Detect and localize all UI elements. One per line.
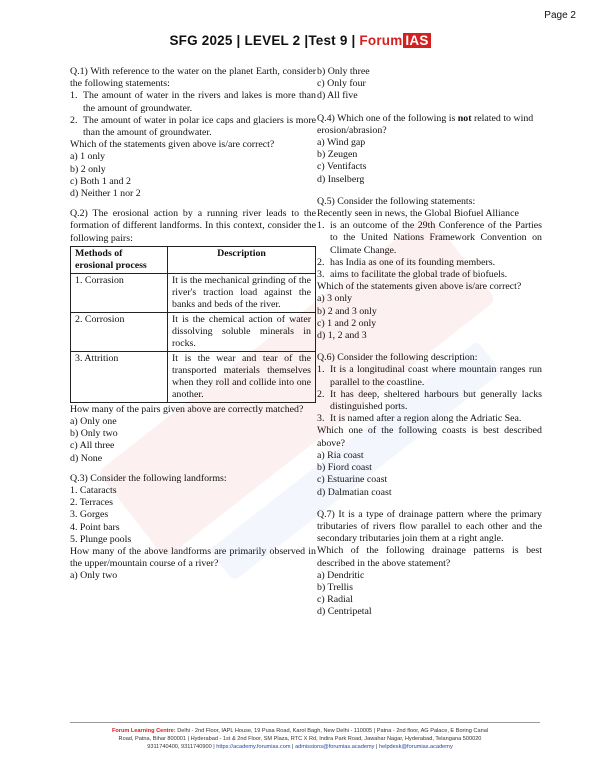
q1-question: Which of the statements given above is/are correct? <box>70 139 275 151</box>
option[interactable]: c) Estuarine coast <box>317 474 388 486</box>
question-5 <box>317 196 542 342</box>
q5-statements <box>317 220 542 281</box>
page-footer: Forum Learning Centre: Delhi - 2nd Floor, IAPL House, 19 Pusa Road, Karol Bagh, New Delhi - 110005 | Patna - 2nd floor, AG Palace, E Boring Canal Road, Patna, Bihar 800001 | Hyderabad - 1st & 2nd Floor, SM Plaza, RTC X Rd, Indira Park Road, Jawahar Nagar, Hyderabad, Telangana 500020 9311740400, 9311740900 | https://academy.forumias.com | admissions@forumias.academy | helpdesk@forumias.academy <box>0 727 600 751</box>
test-title: SFG 2025 | LEVEL 2 |Test 9 | <box>169 33 356 48</box>
statement: 1. is an outcome of the 29th Conference of the Parties to the United Nations Framework Convention on Climate Change. <box>317 220 542 256</box>
option[interactable]: b) Trellis <box>317 581 353 593</box>
option[interactable]: c) All three <box>70 440 115 452</box>
q5-question: Which of the statements given above is/are correct? <box>317 281 522 293</box>
q4-stem: Q.4) Which one of the following is not related to wind erosion/abrasion? <box>317 112 534 136</box>
page-header <box>0 33 600 48</box>
q1-statements <box>70 90 316 139</box>
page-number: Page 2 <box>544 10 576 21</box>
option[interactable]: c) Radial <box>317 594 353 606</box>
option[interactable]: a) Only one <box>70 416 117 428</box>
option[interactable]: a) 1 only <box>70 151 106 163</box>
option[interactable]: b) Zeugen <box>317 149 358 161</box>
q6-question: Which one of the following coasts is best described above? <box>317 425 542 449</box>
option[interactable]: a) 3 only <box>317 293 353 305</box>
statement: 3. aims to facilitate the global trade of biofuels. <box>317 269 508 281</box>
footer-address-2: Road, Patna, Bihar 800001 | Hyderabad - 1st & 2nd Floor, SM Plaza, RTC X Rd, Indira Park Road, Jawahar Nagar, Hyderabad, Telangana 500020 <box>118 736 482 742</box>
option[interactable]: d) None <box>70 452 103 464</box>
q5-intro: Recently seen in news, the Global Biofuel Alliance <box>317 208 519 220</box>
option[interactable]: c) 1 and 2 only <box>317 317 377 329</box>
right-column <box>317 66 542 627</box>
landform-item: 2. Terraces <box>70 497 113 509</box>
option[interactable]: a) Ria coast <box>317 449 364 461</box>
landform-item: 4. Point bars <box>70 521 120 533</box>
q6-statements <box>317 364 542 425</box>
option[interactable]: c) Only four <box>317 78 366 90</box>
q1-stem: Q.1) With reference to the water on the planet Earth, consider the following statements: <box>70 66 316 90</box>
q2-pairs-table <box>70 246 316 403</box>
option[interactable]: a) Wind gap <box>317 137 366 149</box>
question-2 <box>70 208 316 465</box>
table-header: Description <box>168 246 316 273</box>
option[interactable]: b) 2 and 3 only <box>317 305 377 317</box>
question-6 <box>317 352 542 498</box>
q3-question: How many of the above landforms are primarily observed in the upper/mountain course of a river? <box>70 546 316 570</box>
q6-stem: Q.6) Consider the following description: <box>317 352 478 364</box>
statement: 2. The amount of water in polar ice caps and glaciers is more than the amount of groundwater. <box>70 114 316 139</box>
option[interactable]: b) Fiord coast <box>317 462 372 474</box>
q5-stem: Q.5) Consider the following statements: <box>317 195 476 207</box>
option[interactable]: d) 1, 2 and 3 <box>317 330 367 342</box>
footer-phones: 9311740400, 9311740900 | <box>147 744 215 750</box>
brand-main: Forum <box>359 33 403 48</box>
left-column <box>70 66 316 591</box>
q2-question: How many of the pairs given above are correctly matched? <box>70 403 304 415</box>
statement: 2. It has deep, sheltered harbours but generally lacks distinguished ports. <box>317 388 542 413</box>
forumias-logo <box>359 33 430 48</box>
option[interactable]: c) Ventifacts <box>317 161 367 173</box>
q7-stem: Q.7) It is a type of drainage pattern where the primary tributaries of rivers flow parallel to each other and the secondary tributaries join them at a right angle. <box>317 508 542 545</box>
landform-item: 3. Gorges <box>70 509 109 521</box>
q3-stem: Q.3) Consider the following landforms: <box>70 472 227 484</box>
landform-item: 1. Cataracts <box>70 485 117 497</box>
footer-address-1: Delhi - 2nd Floor, IAPL House, 19 Pusa Road, Karol Bagh, New Delhi - 110005 | Patna - 2nd floor, AG Palace, E Boring Canal <box>175 728 489 734</box>
q7-question: Which of the following drainage patterns is best described in the above statement? <box>317 545 542 569</box>
question-1 <box>70 66 316 200</box>
option[interactable]: d) Inselberg <box>317 173 365 185</box>
option[interactable]: a) Only two <box>70 570 118 582</box>
website-link[interactable]: https://academy.forumias.com <box>216 744 291 750</box>
option[interactable]: d) Dalmatian coast <box>317 486 392 498</box>
option[interactable]: b) 2 only <box>70 163 106 175</box>
landform-item: 5. Plunge pools <box>70 533 132 545</box>
question-4 <box>317 113 542 186</box>
statement: 1. It is a longitudinal coast where mountain ranges run parallel to the coastline. <box>317 364 542 388</box>
option[interactable]: d) Neither 1 nor 2 <box>70 188 141 200</box>
statement: 2. has India as one of its founding members. <box>317 256 496 268</box>
footer-label: Forum Learning Centre: <box>111 728 176 734</box>
option[interactable]: a) Dendritic <box>317 569 365 581</box>
question-3-continued <box>317 66 542 103</box>
brand-tag: IAS <box>405 33 429 48</box>
question-3 <box>70 473 316 583</box>
admissions-email-link[interactable]: admissions@forumias.academy <box>295 744 375 750</box>
statement: 3. It is named after a region along the Adriatic Sea. <box>317 413 522 425</box>
option[interactable]: b) Only two <box>70 428 118 440</box>
table-header: Methods of erosional process <box>71 246 168 273</box>
option[interactable]: d) Centripetal <box>317 606 372 618</box>
option[interactable]: b) Only three <box>317 66 370 77</box>
question-7 <box>317 509 542 619</box>
q2-stem: Q.2) The erosional action by a running river leads to the formation of different landforms. In this context, consider the following pairs: <box>70 208 316 244</box>
option[interactable]: d) All five <box>317 90 358 102</box>
footer-divider <box>70 722 540 723</box>
table-row: 2. Corrosion It is the chemical action of water dissolving soluble minerals in rocks. <box>71 312 316 351</box>
option[interactable]: c) Both 1 and 2 <box>70 175 131 187</box>
table-row: 1. Corrasion It is the mechanical grinding of the river's traction load against the banks and beds of the river. <box>71 273 316 312</box>
helpdesk-email-link[interactable]: helpdesk@forumias.academy <box>378 744 453 750</box>
table-row: 3. Attrition It is the wear and tear of the transported materials themselves when they roll and collide into one another. <box>71 351 316 402</box>
statement: 1. The amount of water in the rivers and lakes is more than the amount of groundwater. <box>70 90 316 114</box>
